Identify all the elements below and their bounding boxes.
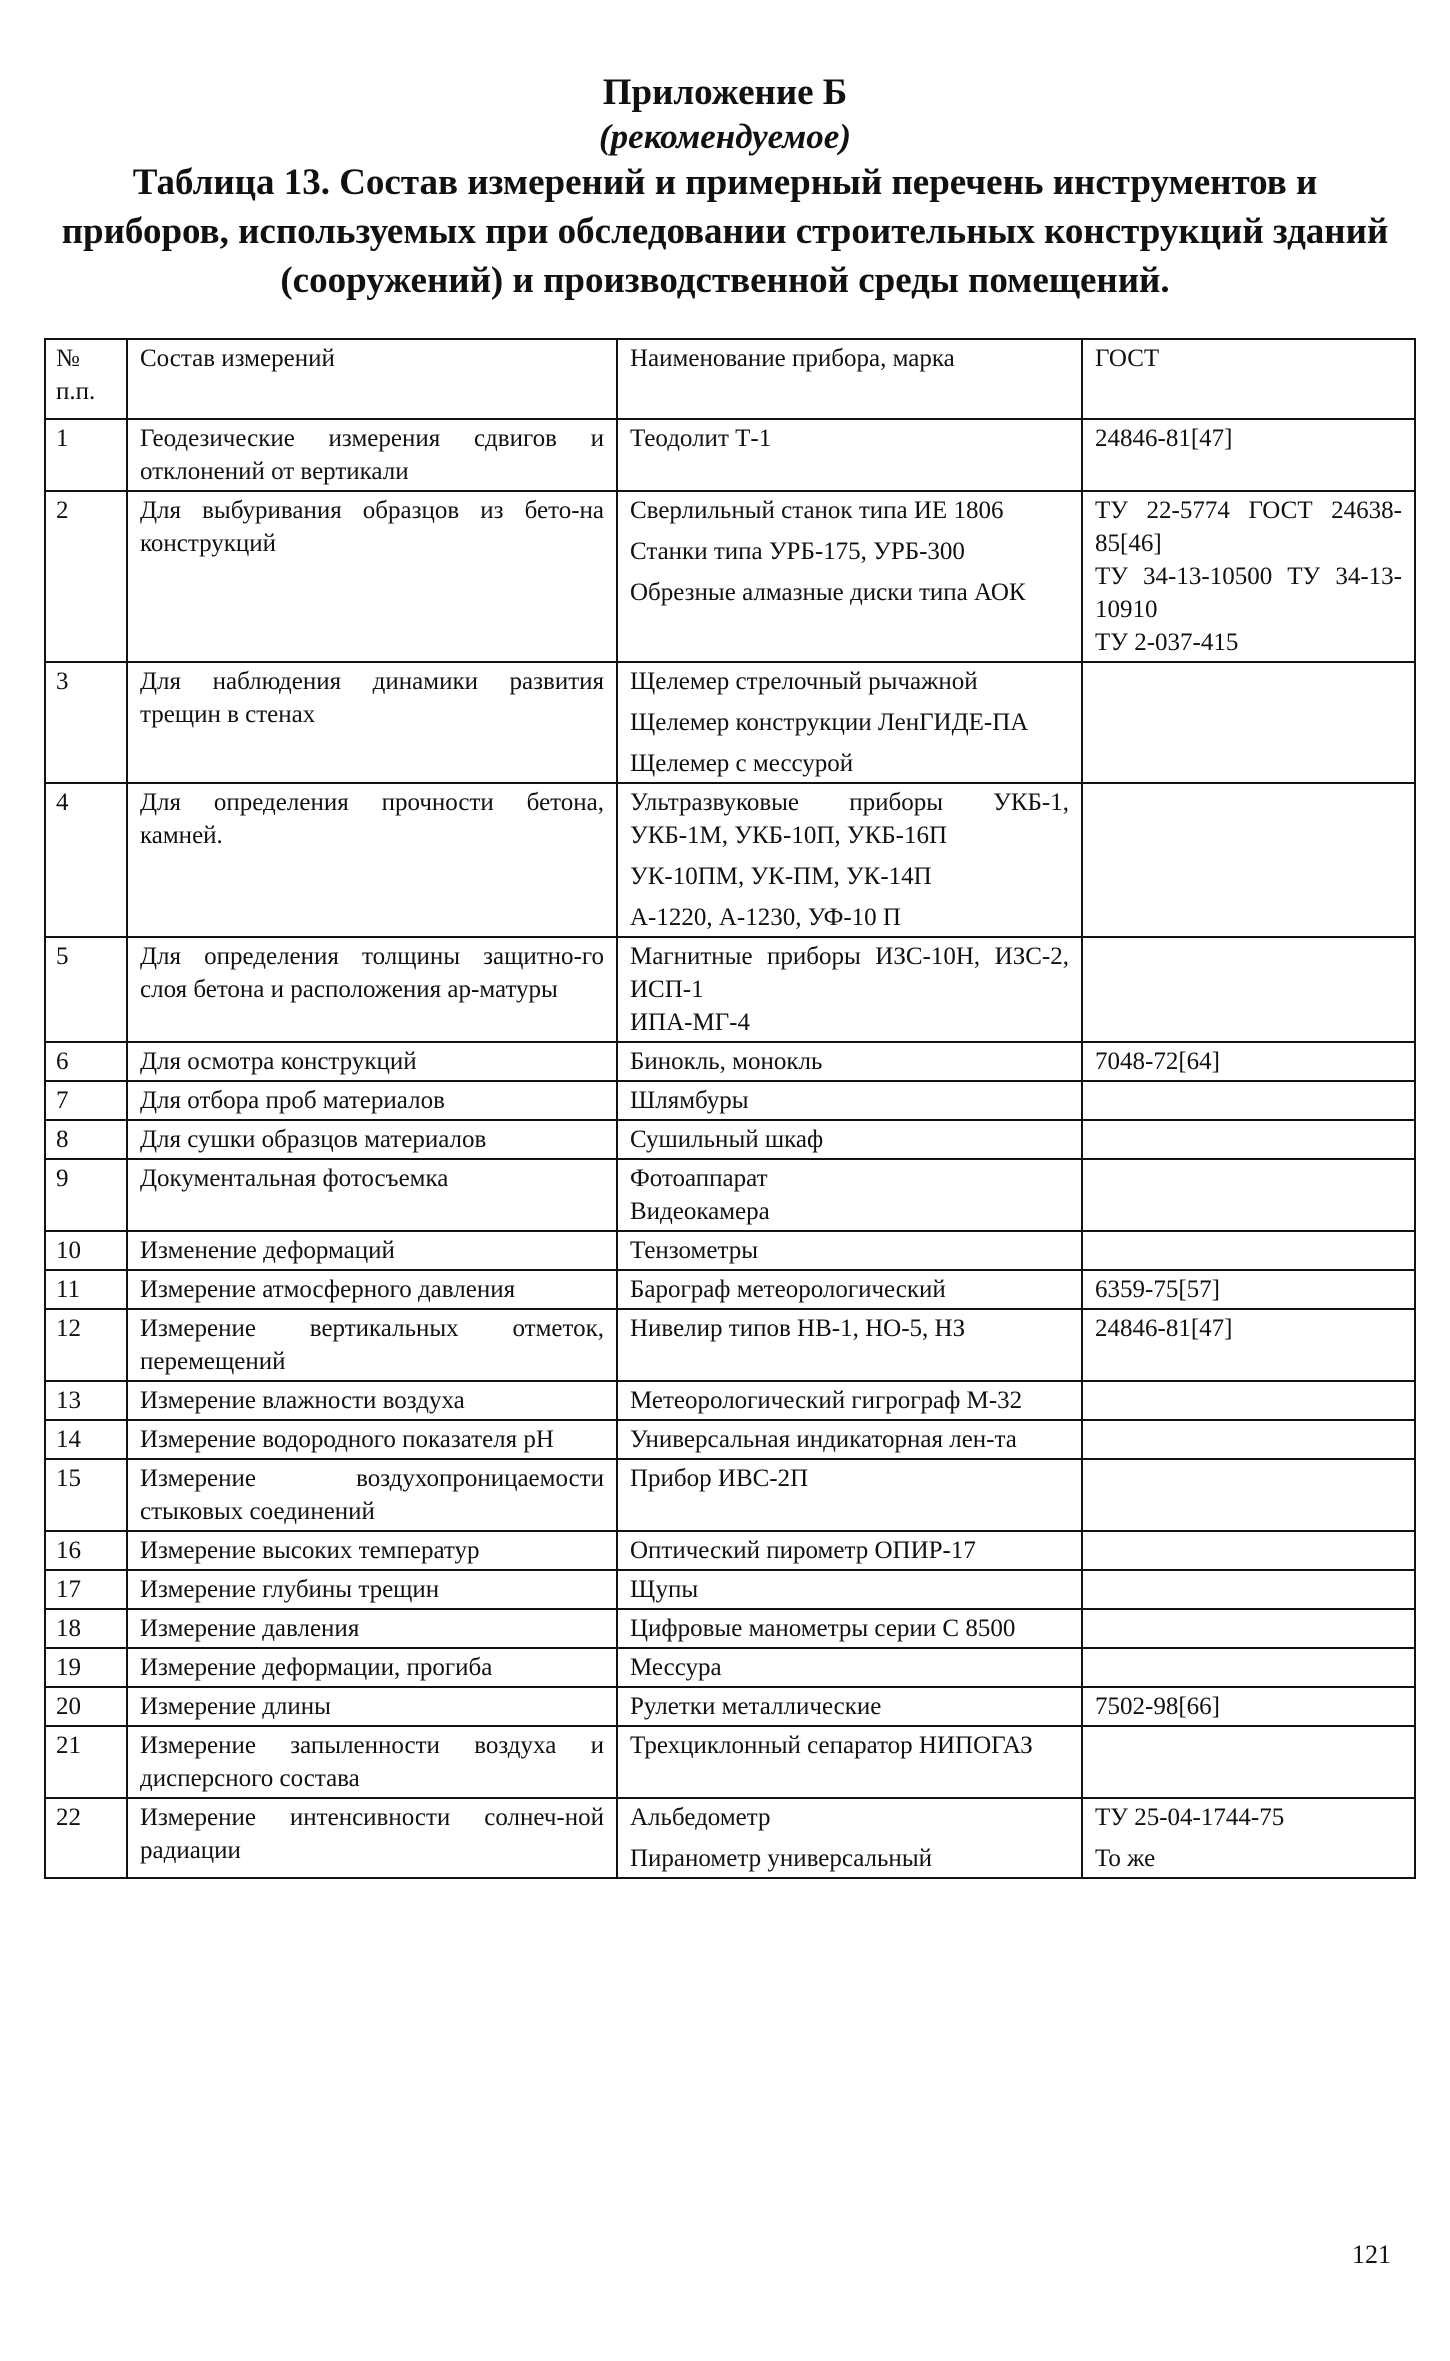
row-number: 2 — [45, 491, 127, 662]
device-cell — [617, 937, 1082, 1042]
device-name: Оптический пирометр ОПИР-17 — [630, 1537, 976, 1564]
device-cell — [617, 662, 1082, 783]
gost-reference: 24846-81[47] — [1095, 1315, 1233, 1342]
device-cell — [617, 1381, 1082, 1420]
row-number: 18 — [45, 1609, 127, 1648]
instruments-table — [44, 338, 1416, 1879]
row-number: 17 — [45, 1570, 127, 1609]
measure-cell: Для выбуривания образцов из бето-на конструкций — [127, 491, 617, 662]
device-name: Бинокль, монокль — [630, 1048, 823, 1075]
device-name: Щелемер стрелочный рычажной — [630, 668, 978, 695]
table-header-row — [45, 339, 1415, 419]
measure-cell: Для определения прочности бетона, камней. — [127, 783, 617, 937]
device-name: Шлямбуры — [630, 1087, 749, 1114]
row-number: 22 — [45, 1798, 127, 1878]
device-name: Фотоаппарат — [630, 1165, 768, 1192]
table-row — [45, 1648, 1415, 1687]
gost-cell — [1082, 1042, 1415, 1081]
measure-cell: Измерение давления — [127, 1609, 617, 1648]
gost-cell — [1082, 1381, 1415, 1420]
table-row — [45, 1120, 1415, 1159]
measure-cell: Для наблюдения динамики развития трещин в стенах — [127, 662, 617, 783]
device-name: Теодолит Т-1 — [630, 425, 772, 452]
device-name: УК-10ПМ, УК-ПМ, УК-14П — [630, 863, 932, 890]
measure-cell: Для осмотра конструкций — [127, 1042, 617, 1081]
gost-cell — [1082, 491, 1415, 662]
gost-cell — [1082, 662, 1415, 783]
measure-cell: Изменение деформаций — [127, 1231, 617, 1270]
gost-cell — [1082, 783, 1415, 937]
device-name: Рулетки металлические — [630, 1693, 882, 1720]
device-name: Метеорологический гигрограф М-32 — [630, 1387, 1023, 1414]
gost-cell — [1082, 419, 1415, 491]
appendix-title: Приложение Б — [602, 72, 848, 113]
gost-cell — [1082, 1420, 1415, 1459]
gost-reference: ТУ 22-5774 ГОСТ 24638-85[46] — [1095, 497, 1402, 557]
device-name: Сверлильный станок типа ИЕ 1806 — [630, 497, 1004, 524]
measure-cell: Измерение влажности воздуха — [127, 1381, 617, 1420]
measure-cell: Измерение вертикальных отметок, перемещений — [127, 1309, 617, 1381]
measure-cell: Измерение глубины трещин — [127, 1570, 617, 1609]
table-row — [45, 1459, 1415, 1531]
row-number: 13 — [45, 1381, 127, 1420]
table-row — [45, 1381, 1415, 1420]
table-row — [45, 783, 1415, 937]
device-cell — [617, 1159, 1082, 1231]
table-row — [45, 662, 1415, 783]
table-row — [45, 1309, 1415, 1381]
table-row — [45, 1081, 1415, 1120]
device-name: ИПА-МГ-4 — [630, 1009, 750, 1036]
device-cell — [617, 1687, 1082, 1726]
gost-cell — [1082, 1531, 1415, 1570]
device-cell — [617, 783, 1082, 937]
device-name: Пиранометр универсальный — [630, 1845, 932, 1872]
row-number: 12 — [45, 1309, 127, 1381]
device-name: Тензометры — [630, 1237, 758, 1264]
header-gost: ГОСТ — [1082, 339, 1415, 419]
device-name: Сушильный шкаф — [630, 1126, 824, 1153]
header-device: Наименование прибора, марка — [617, 339, 1082, 419]
device-cell — [617, 1081, 1082, 1120]
row-number: 5 — [45, 937, 127, 1042]
device-name: Ультразвуковые приборы УКБ-1, УКБ-1М, УКБ-10П, УКБ-16П — [630, 789, 1069, 849]
device-name: Станки типа УРБ-175, УРБ-300 — [630, 538, 965, 565]
table-body — [45, 419, 1415, 1878]
table-row — [45, 937, 1415, 1042]
gost-reference: То же — [1095, 1845, 1156, 1872]
table-row — [45, 491, 1415, 662]
device-cell — [617, 1531, 1082, 1570]
device-cell — [617, 419, 1082, 491]
table-row — [45, 419, 1415, 491]
gost-cell — [1082, 1081, 1415, 1120]
device-cell — [617, 1798, 1082, 1878]
table-row — [45, 1159, 1415, 1231]
measure-cell: Измерение длины — [127, 1687, 617, 1726]
table-row — [45, 1420, 1415, 1459]
row-number: 21 — [45, 1726, 127, 1798]
device-cell — [617, 1648, 1082, 1687]
table-row — [45, 1042, 1415, 1081]
device-cell — [617, 1231, 1082, 1270]
row-number: 9 — [45, 1159, 127, 1231]
page-number: 121 — [1352, 2240, 1391, 2269]
device-name: Цифровые манометры серии С 8500 — [630, 1615, 1016, 1642]
gost-cell — [1082, 1159, 1415, 1231]
row-number: 20 — [45, 1687, 127, 1726]
gost-reference: ТУ 25-04-1744-75 — [1095, 1804, 1285, 1831]
device-name: Прибор ИВС-2П — [630, 1465, 809, 1492]
row-number: 8 — [45, 1120, 127, 1159]
gost-cell — [1082, 1648, 1415, 1687]
table-row — [45, 1270, 1415, 1309]
gost-reference: 7502-98[66] — [1095, 1693, 1220, 1720]
table-row — [45, 1609, 1415, 1648]
table-caption: Таблица 13. Состав измерений и примерный перечень инструментов и приборов, используемых при обследовании строительных конструкций зданий (сооружений) и производственной среды помещений. — [61, 162, 1389, 301]
gost-cell — [1082, 1687, 1415, 1726]
table-row — [45, 1726, 1415, 1798]
device-name: Видеокамера — [630, 1198, 770, 1225]
measure-cell: Измерение высоких температур — [127, 1531, 617, 1570]
row-number: 6 — [45, 1042, 127, 1081]
measure-cell: Измерение запыленности воздуха и дисперсного состава — [127, 1726, 617, 1798]
device-cell — [617, 491, 1082, 662]
device-name: Магнитные приборы ИЗС-10Н, ИЗС-2, ИСП-1 — [630, 943, 1069, 1003]
device-name: Альбедометр — [630, 1804, 771, 1831]
device-cell — [617, 1270, 1082, 1309]
gost-reference: 7048-72[64] — [1095, 1048, 1220, 1075]
measure-cell: Документальная фотосъемка — [127, 1159, 617, 1231]
row-number: 15 — [45, 1459, 127, 1531]
row-number: 16 — [45, 1531, 127, 1570]
measure-cell: Измерение водородного показателя pH — [127, 1420, 617, 1459]
gost-reference: 24846-81[47] — [1095, 425, 1233, 452]
device-name: Обрезные алмазные диски типа АОК — [630, 579, 1026, 606]
row-number: 19 — [45, 1648, 127, 1687]
row-number: 7 — [45, 1081, 127, 1120]
gost-cell — [1082, 1459, 1415, 1531]
device-cell — [617, 1420, 1082, 1459]
device-name: Нивелир типов НВ-1, НО-5, НЗ — [630, 1315, 966, 1342]
device-cell — [617, 1609, 1082, 1648]
table-row — [45, 1687, 1415, 1726]
gost-reference: 6359-75[57] — [1095, 1276, 1220, 1303]
measure-cell: Для определения толщины защитно-го слоя бетона и расположения ар-матуры — [127, 937, 617, 1042]
device-name: Мессура — [630, 1654, 722, 1681]
device-name: Щелемер конструкции ЛенГИДЕ-ПА — [630, 709, 1029, 736]
row-number: 3 — [45, 662, 127, 783]
row-number: 4 — [45, 783, 127, 937]
device-cell — [617, 1120, 1082, 1159]
table-row — [45, 1531, 1415, 1570]
device-cell — [617, 1570, 1082, 1609]
measure-cell: Геодезические измерения сдвигов и отклонений от вертикали — [127, 419, 617, 491]
table-row — [45, 1798, 1415, 1878]
measure-cell: Измерение интенсивности солнеч-ной радиации — [127, 1798, 617, 1878]
gost-reference: ТУ 34-13-10500 ТУ 34-13-10910 — [1095, 563, 1402, 623]
table-row — [45, 1231, 1415, 1270]
page-header — [0, 70, 1450, 305]
gost-reference: ТУ 2-037-415 — [1095, 629, 1239, 656]
device-name: Барограф метеорологический — [630, 1276, 946, 1303]
measure-cell: Измерение воздухопроницаемости стыковых соединений — [127, 1459, 617, 1531]
row-number: 11 — [45, 1270, 127, 1309]
measure-cell: Для отбора проб материалов — [127, 1081, 617, 1120]
measure-cell: Измерение деформации, прогиба — [127, 1648, 617, 1687]
header-measure: Состав измерений — [127, 339, 617, 419]
row-number: 10 — [45, 1231, 127, 1270]
row-number: 14 — [45, 1420, 127, 1459]
device-cell — [617, 1459, 1082, 1531]
device-name: Щупы — [630, 1576, 699, 1603]
appendix-subtitle: (рекомендуемое) — [599, 117, 851, 156]
device-cell — [617, 1726, 1082, 1798]
gost-cell — [1082, 1231, 1415, 1270]
device-name: Универсальная индикаторная лен-та — [630, 1426, 1017, 1453]
device-cell — [617, 1042, 1082, 1081]
table-row — [45, 1570, 1415, 1609]
measure-cell: Измерение атмосферного давления — [127, 1270, 617, 1309]
header-number: № п.п. — [45, 339, 127, 419]
gost-cell — [1082, 1309, 1415, 1381]
device-name: А-1220, А-1230, УФ-10 П — [630, 904, 901, 931]
gost-cell — [1082, 937, 1415, 1042]
device-name: Щелемер с мессурой — [630, 750, 854, 777]
gost-cell — [1082, 1798, 1415, 1878]
device-name: Трехциклонный сепаратор НИПОГАЗ — [630, 1732, 1033, 1759]
row-number: 1 — [45, 419, 127, 491]
measure-cell: Для сушки образцов материалов — [127, 1120, 617, 1159]
gost-cell — [1082, 1270, 1415, 1309]
gost-cell — [1082, 1726, 1415, 1798]
gost-cell — [1082, 1570, 1415, 1609]
device-cell — [617, 1309, 1082, 1381]
gost-cell — [1082, 1120, 1415, 1159]
gost-cell — [1082, 1609, 1415, 1648]
